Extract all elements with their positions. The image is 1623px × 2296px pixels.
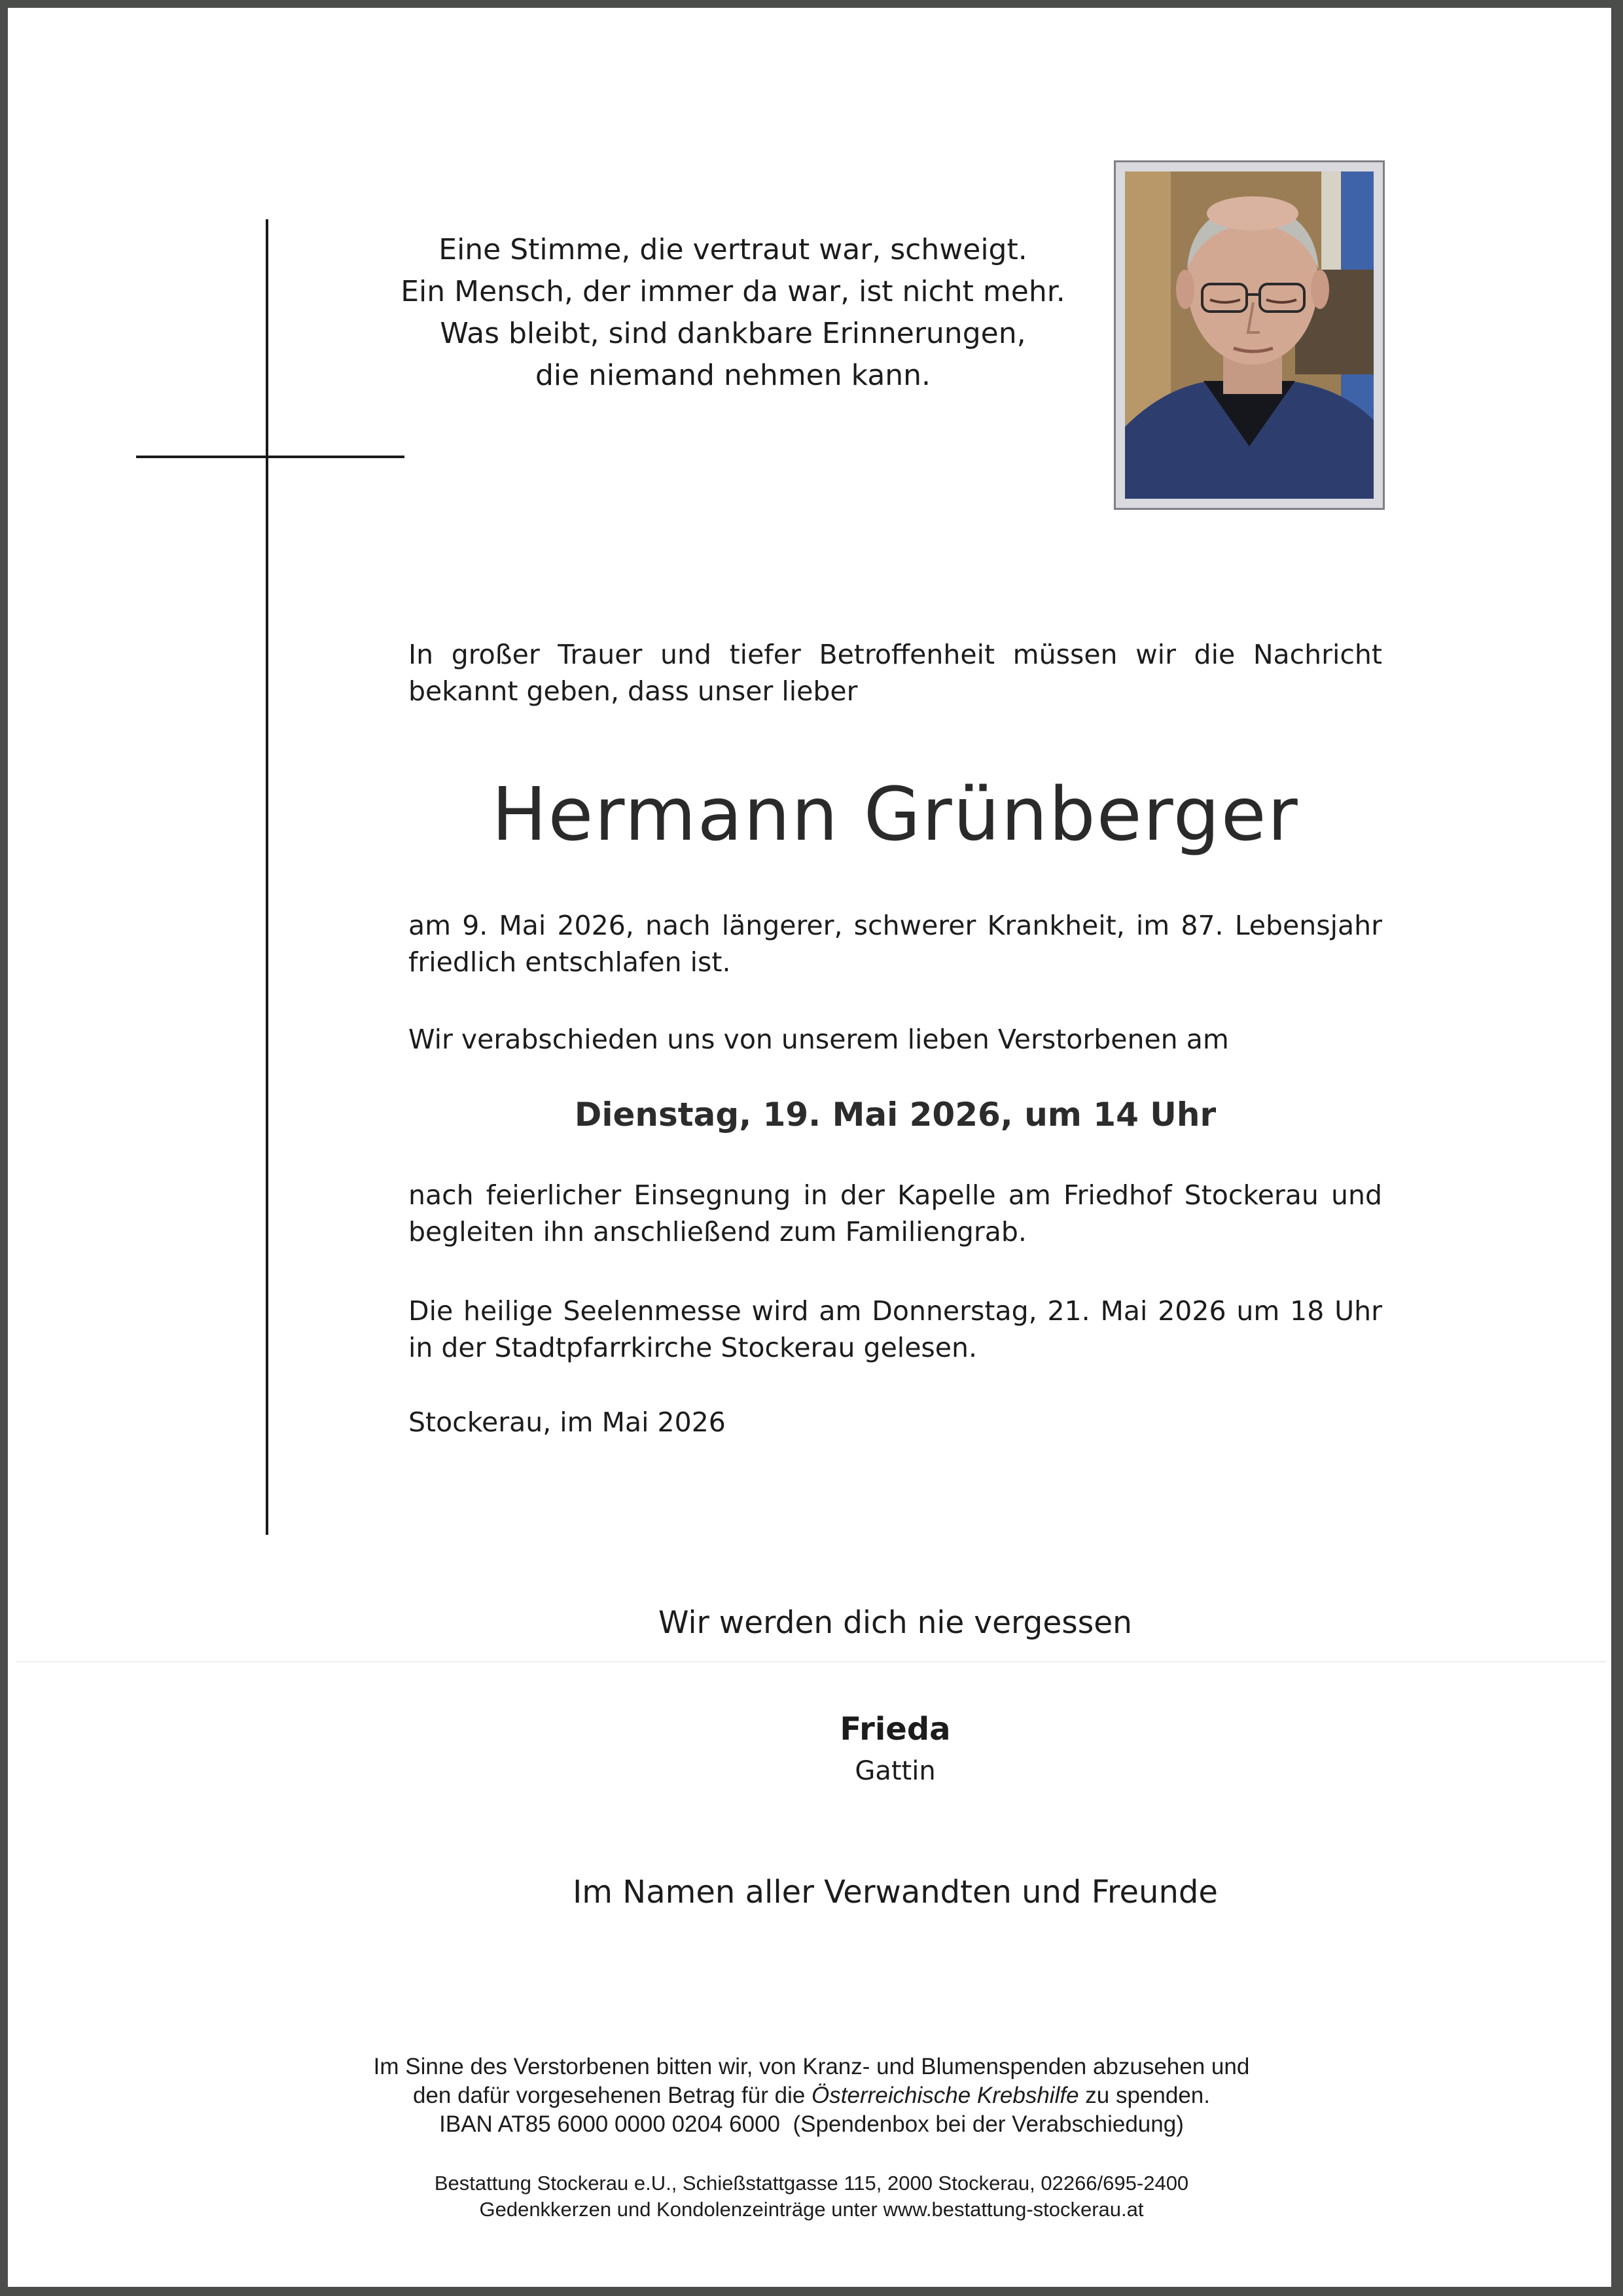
closing-line: Wir werden dich nie vergessen [658,1605,1132,1641]
donation-line [236,2081,1387,2110]
cross-horizontal-bar [136,456,404,458]
farewell-datetime: Dienstag, 19. Mai 2026, um 14 Uhr [574,1096,1217,1134]
farewell-intro: Wir verabschieden uns von unserem lieben Verstorbenen am [408,1024,1229,1055]
poem-line: Ein Mensch, der immer da war, ist nicht mehr. [401,275,1065,308]
donation-text: den dafür vorgesehenen Betrag für die [413,2083,806,2108]
poem-line: Was bleibt, sind dankbare Erinnerungen, [440,317,1026,350]
announcement-intro: In großer Trauer und tiefer Betroffenheit müssen wir die Nachricht bekannt geben, dass unser lieber [408,639,1382,707]
spouse-name: Frieda [840,1711,951,1748]
donation-line: Im Sinne des Verstorbenen bitten wir, von Kranz- und Blumenspenden abzusehen und [373,2054,1250,2079]
undertaker-website: Gedenkkerzen und Kondolenzeinträge unter www.bestattung-stockerau.at [479,2198,1144,2221]
donation-text: zu spenden. [1085,2083,1210,2108]
mass-text: Die heilige Seelenmesse wird am Donnerstag, 21. Mai 2026 um 18 Uhr in der Stadtpfarrkirche Stockerau gelesen. [408,1295,1382,1363]
undertaker-info [236,2170,1387,2223]
ceremony-text: nach feierlicher Einsegnung in der Kapelle am Friedhof Stockerau und begleiten ihn anschließend zum Familiengrab. [408,1179,1382,1247]
iban-line: IBAN AT85 6000 0000 0204 6000 (Spendenbox bei der Verabschiedung) [439,2111,1184,2137]
relatives-line: Im Namen aller Verwandten und Freunde [573,1874,1218,1910]
cross-vertical-bar [266,219,268,1535]
deceased-name: Hermann Grünberger [491,772,1299,857]
portrait-photo-icon [1125,171,1374,499]
fold-line [16,1661,1606,1662]
poem-line: Eine Stimme, die vertraut war, schweigt. [438,233,1027,266]
donation-request [236,2053,1387,2139]
memorial-poem [327,229,1139,397]
spouse-role: Gattin [855,1756,936,1786]
charity-name: Österreichische Krebshilfe [812,2083,1079,2108]
poem-line: die niemand nehmen kann. [535,359,931,392]
place-date: Stockerau, im Mai 2026 [408,1407,726,1438]
death-notice: am 9. Mai 2026, nach längerer, schwerer Krankheit, im 87. Lebensjahr friedlich entschlafen ist. [408,910,1382,978]
portrait-photo-frame [1114,160,1385,510]
undertaker-address: Bestattung Stockerau e.U., Schießstattgasse 115, 2000 Stockerau, 02266/695-2400 [434,2172,1189,2195]
